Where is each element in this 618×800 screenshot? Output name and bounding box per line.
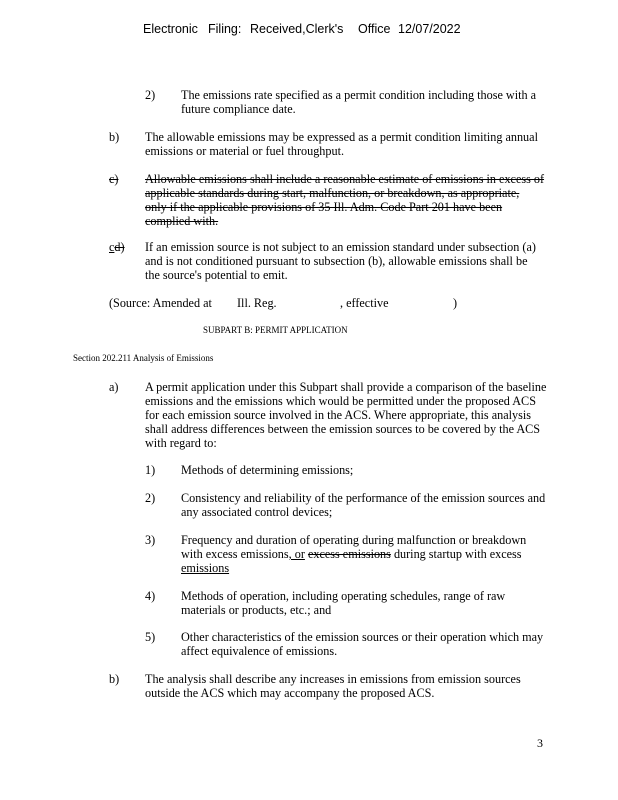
item-cd-line3: the source's potential to emit. — [145, 268, 288, 282]
item-cd-line2: and is not conditioned pursuant to subsection (b), allowable emissions shall be — [145, 254, 528, 268]
sub-2-text — [181, 491, 545, 519]
sub-3-line2a: with excess emissions — [181, 547, 289, 561]
sub-3-line2 — [181, 547, 526, 561]
item-c-struck-line3: only if the applicable provisions of 35 Ill. Adm. Code Part 201 have been — [145, 200, 503, 214]
item-a-line5: with regard to: — [145, 436, 217, 450]
header-date: 12/07/2022 — [398, 22, 461, 36]
item-a-line4: shall address differences between the emission sources to be covered by the ACS — [145, 422, 541, 436]
item-b2-label: b) — [109, 672, 120, 686]
section-heading: Section 202.211 Analysis of Emissions — [73, 353, 214, 363]
item-a-text — [145, 380, 546, 450]
item-2-text — [181, 88, 536, 116]
header-electronic: Electronic — [143, 22, 198, 36]
sub-5-line1: Other characteristics of the emission sources or their operation which may — [181, 630, 544, 644]
item-cd-line1: If an emission source is not subject to an emission standard under subsection (a) — [145, 240, 536, 254]
item-b1-line1: The allowable emissions may be expressed as a permit condition limiting annual — [145, 130, 538, 144]
item-cd-label — [109, 240, 125, 255]
page-number: 3 — [537, 736, 543, 750]
header-received: Received,Clerk's — [250, 22, 344, 36]
sub-4-text — [181, 589, 505, 617]
item-2-line1: The emissions rate specified as a permit condition including those with a — [181, 88, 537, 102]
sub-1-line1: Methods of determining emissions; — [181, 463, 354, 477]
item-c-struck-text — [145, 172, 544, 228]
sub-3-line2d: during startup with excess — [390, 547, 522, 561]
source-part4: ) — [453, 296, 458, 310]
item-cd-label-d: d) — [114, 240, 125, 254]
sub-3-label: 3) — [145, 533, 156, 547]
sub-3-line2c: excess emissions — [307, 547, 391, 561]
item-b1-text — [145, 130, 538, 158]
item-b1-line2: emissions or material or fuel throughput. — [145, 144, 345, 158]
item-b1-label: b) — [109, 130, 120, 144]
subpart-heading: SUBPART B: PERMIT APPLICATION — [203, 325, 348, 335]
sub-4-label: 4) — [145, 589, 156, 603]
item-b2-text — [145, 672, 521, 700]
sub-4-line1: Methods of operation, including operating schedules, range of raw — [181, 589, 506, 603]
item-c-struck-line2: applicable standards during start, malfunction, or breakdown, as appropriate, — [145, 186, 520, 200]
sub-5-line2: affect equivalence of emissions. — [181, 644, 338, 658]
item-a-line3: for each emission source involved in the ACS. Where appropriate, this analysis — [145, 408, 531, 422]
sub-2-line1: Consistency and reliability of the performance of the emission sources and — [181, 491, 546, 505]
sub-3-line1: Frequency and duration of operating during malfunction or breakdown — [181, 533, 527, 547]
item-b2-line1: The analysis shall describe any increases in emissions from emission sources — [145, 672, 521, 686]
item-cd-label-c: c — [109, 240, 115, 254]
source-part3: , effective — [340, 296, 389, 310]
sub-5-label: 5) — [145, 630, 156, 644]
item-a-line2: emissions and the emissions which would be permitted under the proposed ACS — [145, 394, 536, 408]
sub-1-label: 1) — [145, 463, 156, 477]
sub-5-text — [181, 630, 543, 658]
item-a-label: a) — [109, 380, 119, 394]
item-cd-text — [145, 240, 536, 282]
source-part2: Ill. Reg. — [237, 296, 277, 310]
item-a-line1: A permit application under this Subpart shall provide a comparison of the baseline — [145, 380, 547, 394]
item-b2-line2: outside the ACS which may accompany the proposed ACS. — [145, 686, 435, 700]
header-office: Office — [358, 22, 391, 36]
item-2-line2: future compliance date. — [181, 102, 296, 116]
sub-3-line3: emissions — [181, 561, 230, 575]
sub-2-line2: any associated control devices; — [181, 505, 333, 519]
sub-4-line2: materials or products, etc.; and — [181, 603, 332, 617]
sub-2-label: 2) — [145, 491, 156, 505]
source-part1: (Source: Amended at — [109, 296, 212, 310]
item-2-label: 2) — [145, 88, 156, 102]
item-c-struck-line1: Allowable emissions shall include a reasonable estimate of emissions in excess of — [145, 172, 545, 186]
header-filing: Filing: — [208, 22, 242, 36]
sub-3-text — [181, 533, 526, 575]
item-c-struck-label: c) — [109, 172, 119, 186]
sub-3-line2b: , or — [288, 547, 305, 561]
item-c-struck-line4: complied with. — [145, 214, 219, 228]
